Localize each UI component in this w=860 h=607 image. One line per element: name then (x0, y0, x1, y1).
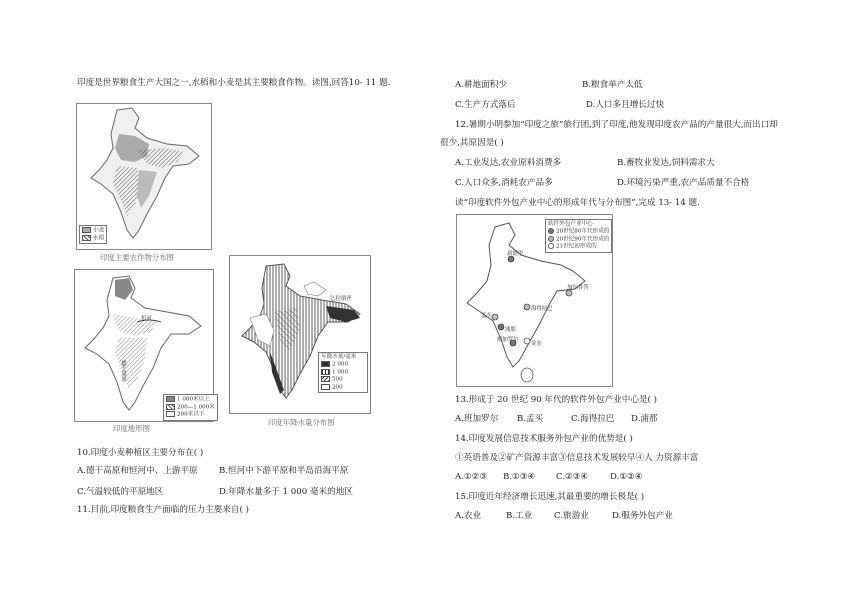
software-legend: 软件外包产业中心 20世纪80年代形成的 20世纪90年代形成的 21世纪初形成的 (545, 219, 612, 253)
intro-text-10-11: 印度是世界粮食生产大国之一,水稻和小麦是其主要粮食作物。读图,回答10- 11 题. (77, 78, 391, 88)
wheat-swatch (82, 227, 91, 233)
q12-option-c[interactable]: C.人口众多,消耗农产品多 (455, 178, 553, 188)
chennai-label: 金奈 (531, 341, 542, 347)
crop-distribution-map (76, 103, 212, 250)
q10-option-d[interactable]: D.年降水量多于 1 000 毫米的地区 (219, 487, 353, 497)
rainfall-legend: 年降水量/毫米 2 000 1 000 500 200 (318, 352, 368, 393)
kolkata-label: 加尔各答 (567, 285, 589, 291)
ganges-label: 恒河 (141, 316, 152, 322)
pune-label: 浦那 (505, 327, 516, 333)
q15-option-c[interactable]: C.旅游业 (554, 511, 589, 521)
q13-option-c[interactable]: C.海得拉巴 (571, 414, 615, 424)
terrain-map (74, 269, 214, 422)
q14-option-c[interactable]: C.②③④ (556, 472, 589, 482)
rice-swatch (82, 235, 91, 241)
rainfall-map-caption: 印度年降水量分布图 (268, 418, 335, 427)
q15-option-a[interactable]: A.农业 (455, 511, 482, 521)
deccan-plateau-label: 德干高原 (120, 360, 126, 382)
q14-stem: 14.印度发展信息技术服务外包产业的优势是( ) (455, 434, 633, 444)
q14-option-b[interactable]: B.①③④ (503, 472, 536, 482)
q12-option-b[interactable]: B.畜牧业发达,饲料需求大 (617, 158, 715, 168)
q13-option-d[interactable]: D.浦那 (631, 414, 658, 424)
crop-legend: 小麦 水稻 (79, 225, 107, 244)
q13-stem: 13.形成于 20 世纪 90 年代的软件外包产业中心是( ) (455, 395, 657, 405)
rainfall-map (229, 255, 371, 414)
q15-option-b[interactable]: B.工业 (506, 511, 533, 521)
city-marker-chennai (524, 338, 530, 344)
q12-stem-line2: 很少,其原因是( ) (440, 138, 504, 148)
q10-stem: 10.印度小麦种植区主要分布在( ) (77, 448, 204, 458)
terrain-map-caption: 印度地形图 (113, 424, 150, 433)
q12-option-d[interactable]: D.环境污染严重,农产品质量不合格 (617, 178, 750, 188)
q11-option-a[interactable]: A.耕地面积少 (455, 80, 507, 90)
q14-option-a[interactable]: A.①②③ (455, 472, 488, 482)
hyderabad-label: 海得拉巴 (531, 306, 553, 312)
crop-map-caption: 印度主要农作物分布图 (100, 253, 174, 262)
q13-option-b[interactable]: B.孟买 (517, 414, 544, 424)
q10-option-a[interactable]: A.德干高原和恒河中、上游平原 (77, 466, 198, 476)
q11-stem: 11.目前,印度粮食生产面临的压力主要来自( ) (77, 505, 249, 515)
q10-option-b[interactable]: B.恒河中下游平原和半岛沿海平原 (219, 466, 349, 476)
bangalore-label: 班加罗尔 (497, 337, 519, 343)
q11-option-d[interactable]: D.人口多且增长过快 (586, 100, 665, 110)
q13-option-a[interactable]: A.班加罗尔 (455, 414, 499, 424)
q14-option-d[interactable]: D.①②④ (610, 472, 643, 482)
intro-text-13-14: 读“印度软件外包产业中心的形成年代与分布图”,完成 13- 14 题. (455, 198, 700, 208)
q11-option-b[interactable]: B.粮食单产太低 (582, 80, 643, 90)
city-marker-mumbai (492, 314, 498, 320)
q12-stem-line1: 12.暑期小明参加“印度之旅”旅行团,到了印度,他发现印度农产品的产量很大,而出口却 (455, 120, 778, 130)
mumbai-label: 孟买 (481, 313, 492, 319)
q15-option-d[interactable]: D.服务外包产业 (612, 511, 673, 521)
q15-stem: 15.印度近年经济增长迅速,其最重要的增长极是( ) (455, 492, 645, 502)
terrain-legend: 1 000米以上 200—1 000米 200米以下 (163, 394, 218, 421)
cherrapunji-label: 乞拉朋齐 (330, 296, 352, 302)
q14-items: ①英语普及②矿产资源丰富③信息技术发展较早④人 力资源丰富 (455, 453, 699, 463)
new-delhi-label: 新德里 (507, 251, 524, 257)
q12-option-a[interactable]: A.工业发达,农业原料消费多 (455, 158, 562, 168)
q10-option-c[interactable]: C.气温较低的平原地区 (77, 487, 164, 497)
city-marker-hyderabad (524, 304, 530, 310)
city-marker-pune (498, 324, 504, 330)
software-outsourcing-map (456, 214, 613, 387)
q11-option-c[interactable]: C.生产方式落后 (455, 100, 516, 110)
